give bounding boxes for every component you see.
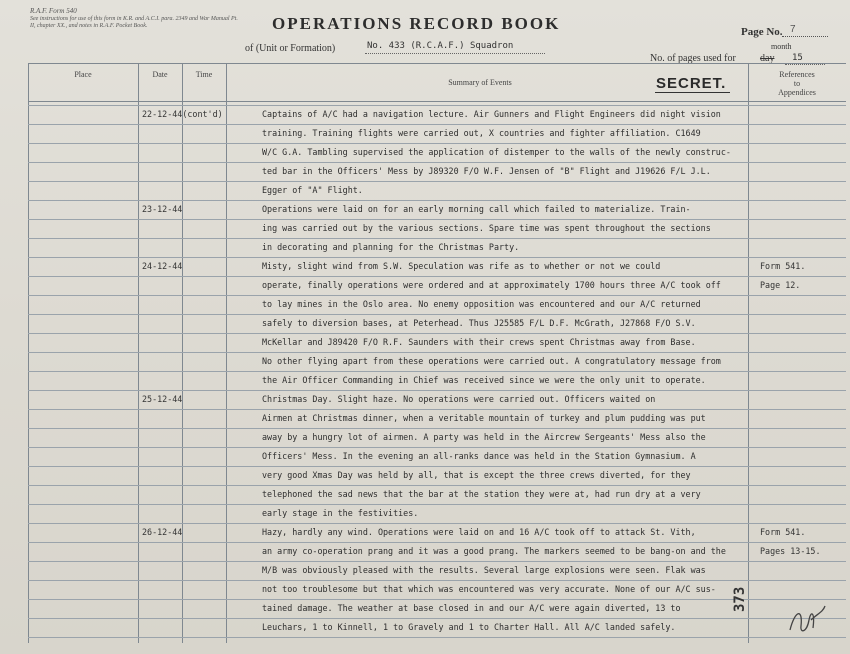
ruled-line [28,276,846,277]
summary-line: Hazy, hardly any wind. Operations were laid on and 16 A/C took off to attack St. Vith, [262,527,696,537]
form-instructions: See instructions for use of this form in K.R. and A.C.I. para. 2349 and War Manual Pt. II, chapter XX., and notes in R.A.F. Pocket Book. [30,16,238,29]
entry-date: 26-12-44 [142,527,183,537]
summary-line: No other flying apart from these operations were carried out. A congratulatory message from [262,356,721,366]
appendix-reference: Page 12. [760,280,801,290]
col-rule-date [182,63,183,643]
ruled-line [28,257,846,258]
summary-line: not too troublesome but that which was encountered was very accurate. None of our A/C sus- [262,584,716,594]
entry-date: 24-12-44 [142,261,183,271]
summary-line: Captains of A/C had a navigation lecture. Air Gunners and Flight Engineers did night vision [262,109,721,119]
summary-line: W/C G.A. Tambling supervised the application of distemper to the walls of the newly construc- [262,147,731,157]
summary-line: tained damage. The weather at base closed in and our A/C were again diverted, 13 to [262,603,681,613]
table-top-rule [28,63,846,64]
page-number-rule [782,36,828,37]
ruled-line [28,105,846,106]
summary-line: the Air Officer Commanding in Chief was received since we were the only unit to operate. [262,375,706,385]
references-line-2: to [793,79,801,88]
ruled-line [28,447,846,448]
summary-line: very good Xmas Day was held by all, that is except the three crews diverted, for they [262,470,691,480]
appendix-reference: Form 541. [760,527,806,537]
col-header-summary: Summary of Events [448,78,512,87]
ruled-line [28,124,846,125]
ruled-line [28,523,846,524]
summary-line: in decorating and planning for the Christmas Party. [262,242,520,252]
page-title: OPERATIONS RECORD BOOK [272,14,561,33]
summary-line: Leuchars, 1 to Kinnell, 1 to Gravely and 1 to Charter Hall. All A/C landed safely. [262,622,676,632]
ruled-line [28,618,846,619]
pages-used-day: day [760,53,775,64]
ruled-line [28,219,846,220]
col-rule-time [226,63,227,643]
header-bottom-rule [28,101,846,102]
pages-used-label: No. of pages used for [650,53,736,64]
summary-line: training. Training flights were carried out, X countries and fighter affiliation. C1649 [262,128,701,138]
ruled-line [28,314,846,315]
summary-line: an army co-operation prang and it was a good prang. The markers seemed to be bang-on and the [262,546,726,556]
handwritten-initials [785,600,830,640]
summary-line: Christmas Day. Slight haze. No operations were carried out. Officers waited on [262,394,656,404]
page-number-label: Page No. [741,26,783,38]
ruled-line [28,352,846,353]
ruled-line [28,504,846,505]
summary-line: operate, finally operations were ordered and at approximately 1700 hours three A/C took off [262,280,721,290]
ruled-line [28,295,846,296]
summary-line: Egger of "A" Flight. [262,185,363,195]
col-header-place: Place [74,70,92,79]
unit-rule [365,53,545,54]
secret-underline [655,92,730,93]
page-number-value: 7 [790,24,796,35]
summary-line: ted bar in the Officers' Mess by J89320 F/O W.F. Jensen of "B" Flight and J19626 F/L J.L. [262,166,711,176]
col-rule-left [28,63,29,643]
summary-line: Airmen at Christmas dinner, when a veritable mountain of turkey and plum pudding was put [262,413,706,423]
ruled-line [28,371,846,372]
summary-line: ing was carried out by the various sections. Spare time was spent throughout the sections [262,223,711,233]
summary-line: telephoned the sad news that the bar at the station they were at, had run dry at a very [262,489,701,499]
page-stamp-number: 373 [732,586,748,612]
ruled-line [28,390,846,391]
references-line-3: Appendices [778,88,816,97]
summary-line: away by a hungry lot of airmen. A party was held in the Aircrew Sergeants' Mess also the [262,432,706,442]
entry-date: 23-12-44 [142,204,183,214]
pages-used-rule [785,64,825,65]
form-id: R.A.F. Form 540 [30,7,77,15]
summary-line: safely to diversion bases, at Peterhead. Thus J25585 F/L D.F. McGrath, J27868 F/O S.V. [262,318,696,328]
summary-line: to lay mines in the Oslo area. No enemy opposition was encountered and our A/C returned [262,299,701,309]
appendix-reference: Pages 13-15. [760,546,821,556]
ruled-line [28,143,846,144]
ruled-line [28,466,846,467]
secret-label: SECRET. [656,75,727,92]
col-header-references [748,70,846,97]
ruled-line [28,428,846,429]
entry-date: 22-12-44(cont'd) [142,109,223,119]
summary-line: Operations were laid on for an early morning call which failed to materialize. Train- [262,204,691,214]
ruled-line [28,580,846,581]
ruled-line [28,181,846,182]
ruled-line [28,561,846,562]
unit-value: No. 433 (R.C.A.F.) Squadron [367,41,514,51]
ruled-line [28,637,846,638]
ruled-line [28,542,846,543]
ruled-line [28,162,846,163]
appendix-reference: Form 541. [760,261,806,271]
summary-line: M/B was obviously pleased with the results. Several large explosions were seen. Flak was [262,565,706,575]
ruled-line [28,599,846,600]
col-header-date: Date [152,70,168,79]
col-rule-place [138,63,139,643]
pages-used-month: month [771,42,792,51]
ruled-line [28,409,846,410]
entry-date: 25-12-44 [142,394,183,404]
summary-line: McKellar and J89420 F/O R.F. Saunders with their crews spent Christmas away from Base. [262,337,696,347]
ruled-line [28,333,846,334]
unit-label: of (Unit or Formation) [245,43,336,54]
col-rule-summary [748,63,749,643]
summary-line: Officers' Mess. In the evening an all-ranks dance was held in the Station Gymnasium. A [262,451,696,461]
summary-line: early stage in the festivities. [262,508,419,518]
col-header-time: Time [195,70,213,79]
ruled-line [28,200,846,201]
pages-used-value: 15 [792,53,803,63]
summary-line: Misty, slight wind from S.W. Speculation was rife as to whether or not we could [262,261,661,271]
ruled-line [28,238,846,239]
ruled-line [28,485,846,486]
references-line-1: References [779,70,815,79]
